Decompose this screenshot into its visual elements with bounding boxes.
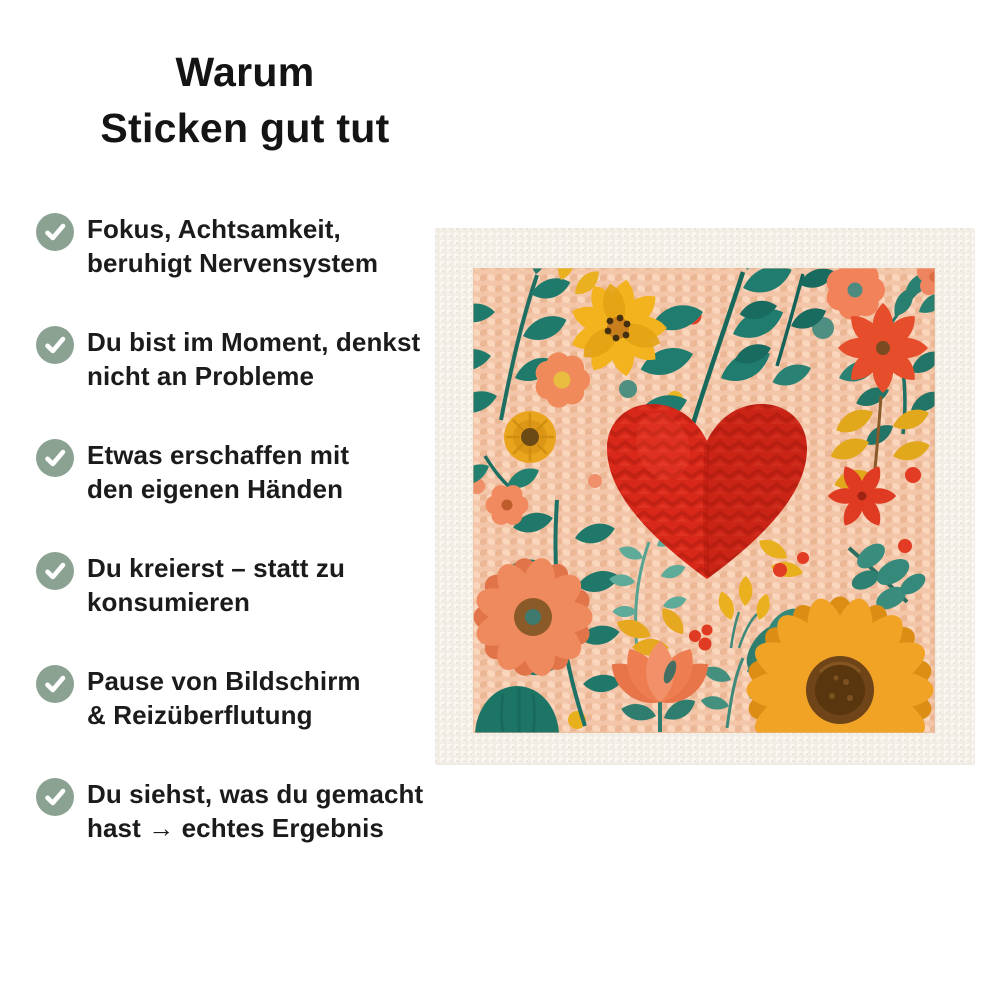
title-line-2: Sticken gut tut	[100, 105, 390, 151]
benefit-line: nicht an Probleme	[87, 361, 315, 391]
embroidery-artwork	[435, 228, 975, 765]
benefit-line: konsumieren	[87, 587, 250, 617]
check-circle-icon	[36, 439, 74, 477]
benefit-line: beruhigt Nervensystem	[87, 248, 379, 278]
red-flower-right	[838, 303, 928, 393]
benefit-text	[87, 551, 345, 619]
benefit-line: Etwas erschaffen mit	[87, 440, 350, 470]
page-title	[55, 44, 435, 156]
benefit-text	[87, 777, 423, 845]
benefit-line: Pause von Bildschirm	[87, 666, 361, 696]
check-circle-icon	[36, 778, 74, 816]
benefit-line: hast → echtes Ergebnis	[87, 813, 384, 843]
benefit-item-3	[36, 438, 446, 506]
benefit-text	[87, 212, 378, 280]
benefit-text	[87, 664, 361, 732]
embroidery-artwork-image	[435, 228, 975, 765]
embroidered-panel	[445, 228, 951, 765]
benefit-item-1	[36, 212, 446, 280]
benefit-line: Du siehst, was du gemacht	[87, 779, 424, 809]
benefit-item-6	[36, 777, 446, 845]
benefit-line: Fokus, Achtsamkeit,	[87, 214, 341, 244]
benefit-line: Du bist im Moment, denkst	[87, 327, 421, 357]
benefit-line: Du kreierst – statt zu	[87, 553, 345, 583]
check-circle-icon	[36, 665, 74, 703]
check-circle-icon	[36, 213, 74, 251]
benefit-item-2	[36, 325, 446, 393]
benefit-line: den eigenen Händen	[87, 474, 344, 504]
check-circle-icon	[36, 552, 74, 590]
benefit-item-5	[36, 664, 446, 732]
title-line-1: Warum	[175, 49, 315, 95]
check-circle-icon	[36, 326, 74, 364]
benefits-list	[36, 212, 446, 890]
marigold-flower	[504, 411, 556, 463]
benefit-text	[87, 325, 420, 393]
benefit-line: & Reizüberflutung	[87, 700, 313, 730]
benefit-item-4	[36, 551, 446, 619]
benefit-text	[87, 438, 349, 506]
